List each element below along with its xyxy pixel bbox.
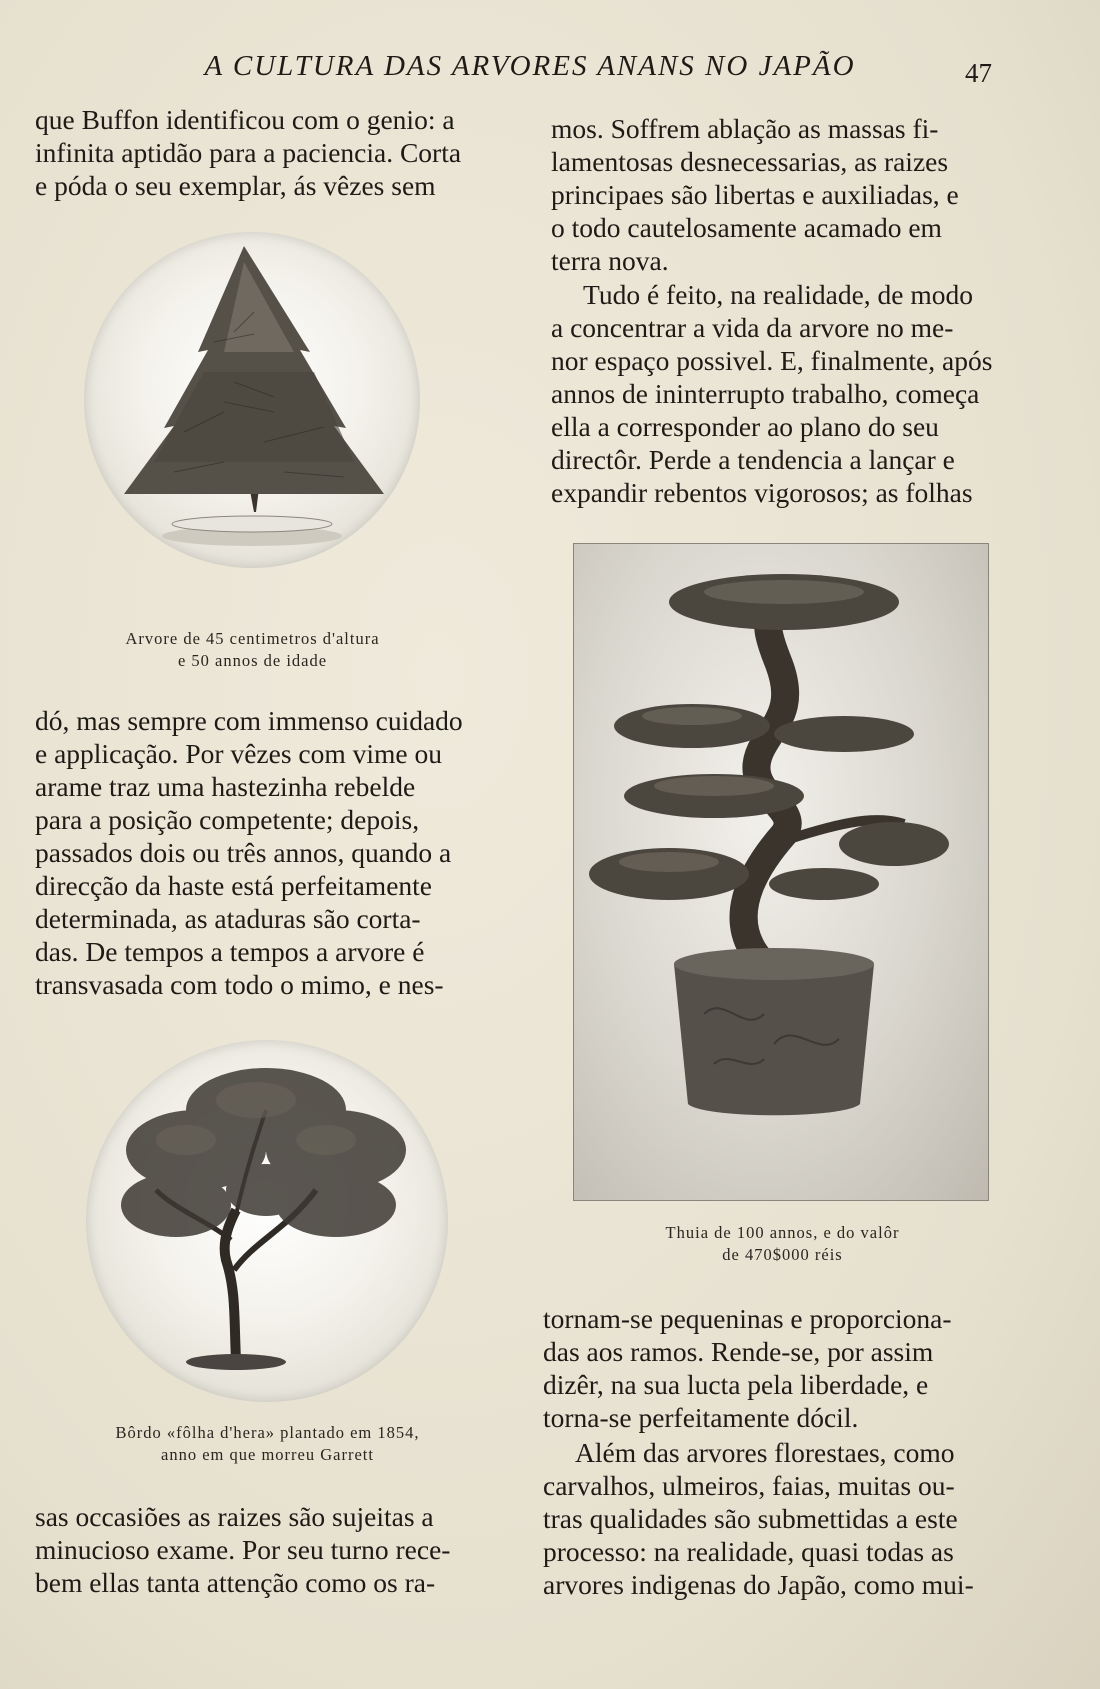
caption-line: e 50 annos de idade bbox=[177, 651, 328, 670]
text-line: directôr. Perde a tendencia a lançar e bbox=[551, 444, 955, 475]
text-line: determinada, as ataduras são corta- bbox=[35, 903, 421, 934]
figure-thuia-photo bbox=[573, 543, 989, 1201]
text-line: tras qualidades são submettidas a este bbox=[543, 1503, 958, 1534]
text-line: dó, mas sempre com immenso cuidado bbox=[35, 705, 463, 736]
text-line: passados dois ou três annos, quando a bbox=[35, 837, 452, 868]
caption-line: Thuia de 100 annos, e do valôr bbox=[665, 1223, 900, 1242]
text-line: terra nova. bbox=[551, 245, 669, 276]
text-line: Tudo é feito, na realidade, de modo bbox=[583, 279, 973, 310]
text-line: principaes são libertas e auxiliadas, e bbox=[551, 179, 959, 210]
text-line: lamentosas desnecessarias, as raizes bbox=[551, 146, 949, 177]
figure-conifer-caption bbox=[80, 628, 425, 672]
text-line: e póda o seu exemplar, ás vêzes sem bbox=[35, 170, 436, 201]
page-number: 47 bbox=[965, 58, 992, 88]
text-line: nor espaço possivel. E, finalmente, após bbox=[551, 345, 993, 376]
left-column-paragraph-3 bbox=[35, 1500, 470, 1599]
text-line: transvasada com todo o mimo, e nes- bbox=[35, 969, 444, 1000]
text-line: carvalhos, ulmeiros, faias, muitas ou- bbox=[543, 1470, 955, 1501]
text-line: arvores indigenas do Japão, como mui- bbox=[543, 1569, 974, 1600]
text-line: minucioso exame. Por seu turno rece- bbox=[35, 1534, 451, 1565]
text-line: das. De tempos a tempos a arvore é bbox=[35, 936, 425, 967]
text-line: e applicação. Por vêzes com vime ou bbox=[35, 738, 442, 769]
caption-line: de 470$000 réis bbox=[722, 1245, 843, 1264]
text-line: que Buffon identificou com o genio: a bbox=[35, 104, 455, 135]
figure-maple-photo bbox=[86, 1040, 448, 1402]
text-line: arame traz uma hastezinha rebelde bbox=[35, 771, 416, 802]
text-line: infinita aptidão para a paciencia. Corta bbox=[35, 137, 462, 168]
right-column-paragraph-3 bbox=[543, 1302, 1013, 1434]
caption-line: Bôrdo «fôlha d'hera» plantado em 1854, bbox=[115, 1423, 420, 1442]
right-column-paragraph-1 bbox=[551, 112, 1021, 277]
text-line: processo: na realidade, quasi todas as bbox=[543, 1536, 954, 1567]
text-line: direcção da haste está perfeitamente bbox=[35, 870, 432, 901]
figure-maple-caption bbox=[70, 1422, 465, 1466]
conifer-tree-illustration bbox=[84, 232, 420, 568]
caption-line: anno em que morreu Garrett bbox=[161, 1445, 374, 1464]
text-line: dizêr, na sua lucta pela liberdade, e bbox=[543, 1369, 929, 1400]
caption-line: Arvore de 45 centimetros d'altura bbox=[125, 629, 380, 648]
left-column-paragraph-2 bbox=[35, 704, 470, 1001]
left-column-paragraph-1 bbox=[35, 103, 470, 202]
maple-tree-illustration bbox=[86, 1040, 448, 1402]
figure-conifer-photo bbox=[84, 232, 420, 568]
text-line: o todo cautelosamente acamado em bbox=[551, 212, 942, 243]
figure-thuia-caption bbox=[595, 1222, 970, 1266]
thuia-bonsai-illustration bbox=[574, 544, 988, 1200]
text-line: annos de ininterrupto trabalho, começa bbox=[551, 378, 980, 409]
running-header: A CULTURA DAS ARVORES ANANS NO JAPÃO bbox=[204, 50, 856, 82]
text-line: expandir rebentos vigorosos; as folhas bbox=[551, 477, 973, 508]
text-line: para a posição competente; depois, bbox=[35, 804, 420, 835]
text-line: a concentrar a vida da arvore no me- bbox=[551, 312, 954, 343]
right-column-paragraph-4 bbox=[543, 1436, 1013, 1601]
text-line: Além das arvores florestaes, como bbox=[575, 1437, 955, 1468]
text-line: torna-se perfeitamente dócil. bbox=[543, 1402, 859, 1433]
text-line: bem ellas tanta attenção como os ra- bbox=[35, 1567, 436, 1598]
text-line: ella a corresponder ao plano do seu bbox=[551, 411, 939, 442]
text-line: das aos ramos. Rende-se, por assim bbox=[543, 1336, 934, 1367]
text-line: sas occasiões as raizes são sujeitas a bbox=[35, 1501, 434, 1532]
text-line: tornam-se pequeninas e proporciona- bbox=[543, 1303, 952, 1334]
right-column-paragraph-2 bbox=[551, 278, 1021, 509]
text-line: mos. Soffrem ablação as massas fi- bbox=[551, 113, 939, 144]
